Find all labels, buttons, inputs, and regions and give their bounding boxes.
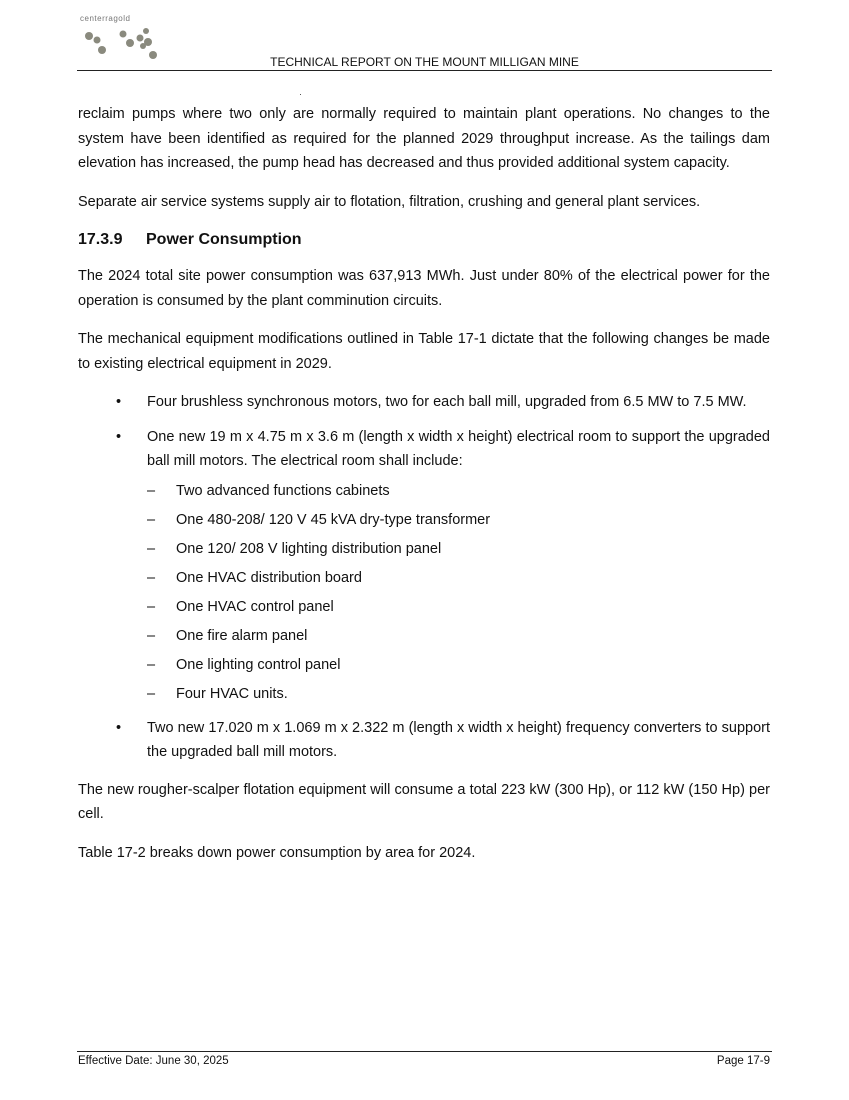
list-item — [78, 390, 770, 415]
bullet-marker: • — [116, 394, 122, 410]
page-content — [78, 102, 770, 879]
sub-list-item — [147, 566, 770, 590]
section-number: 17.3.9 — [78, 231, 123, 248]
bullet-marker: • — [116, 719, 122, 736]
sub-item-text: One HVAC distribution board — [176, 569, 362, 586]
bullet-list — [78, 390, 770, 765]
section-heading — [78, 228, 770, 252]
sub-item-text: One fire alarm panel — [176, 627, 308, 644]
paragraph-power-consumption: The 2024 total site power consumption was 637,913 MWh. Just under 80% of the electrical power for the operation is consumed by the plant comminution circuits. — [78, 268, 770, 309]
sub-list-item — [147, 479, 770, 503]
sub-item-text: Four HVAC units. — [176, 685, 288, 702]
sub-list-item — [147, 537, 770, 561]
sub-item-text: One 480-208/ 120 V 45 kVA dry-type transformer — [176, 511, 491, 528]
dash-marker: – — [147, 569, 156, 586]
paragraph-table-reference: Table 17-2 breaks down power consumption by area for 2024. — [78, 844, 476, 861]
paragraph-equipment-modifications: The mechanical equipment modifications outlined in Table 17-1 dictate that the following changes be made to existing electrical equipment in 2029. — [78, 331, 770, 372]
effective-date: Effective Date: June 30, 2025 — [78, 1055, 229, 1067]
sub-item-text: One 120/ 208 V lighting distribution panel — [176, 540, 442, 557]
footer-rule — [77, 1051, 772, 1052]
sub-item-text: One lighting control panel — [176, 656, 341, 673]
paragraph-air-service: Separate air service systems supply air to flotation, filtration, crushing and general plant services. — [78, 193, 701, 210]
dash-marker: – — [147, 540, 156, 557]
dash-marker: – — [147, 482, 156, 499]
list-item — [78, 425, 770, 706]
bullet-text: Two new 17.020 m x 1.069 m x 2.322 m (length x width x height) frequency converters to support the upgraded ball mill motors. — [147, 719, 770, 760]
sub-list-item — [147, 595, 770, 619]
paragraph-flotation-equipment: The new rougher-scalper flotation equipment will consume a total 223 kW (300 Hp), or 112 kW (150 Hp) per cell. — [78, 781, 770, 822]
section-title: Power Consumption — [146, 231, 302, 248]
dash-marker: – — [147, 627, 156, 644]
report-title: TECHNICAL REPORT ON THE MOUNT MILLIGAN MINE — [270, 55, 579, 69]
sub-list-item — [147, 653, 770, 677]
sub-item-text: One HVAC control panel — [176, 598, 334, 615]
stray-dot — [300, 94, 301, 95]
sub-list-item — [147, 624, 770, 648]
paragraph-reclaim-pumps: reclaim pumps where two only are normally required to maintain plant operations. No changes to the system have been identified as required for the planned 2029 throughput increase. As the tailings dam elevation has increased, the pump head has decreased and thus provided additional system capacity. — [78, 106, 770, 171]
dash-marker: – — [147, 656, 156, 673]
dash-marker: – — [147, 598, 156, 615]
dash-marker: – — [147, 685, 156, 702]
sub-item-text: Two advanced functions cabinets — [176, 482, 390, 499]
sub-list-item — [147, 682, 770, 706]
bullet-text: Four brushless synchronous motors, two for each ball mill, upgraded from 6.5 MW to 7.5 MW. — [147, 394, 747, 410]
logo-text: centerragold — [80, 14, 131, 23]
bullet-marker: • — [116, 428, 122, 445]
bullet-text: One new 19 m x 4.75 m x 3.6 m (length x width x height) electrical room to support the upgraded ball mill motors. The electrical room shall include: — [147, 428, 770, 469]
dash-marker: – — [147, 511, 156, 528]
header-rule — [77, 70, 772, 71]
page-number: Page 17-9 — [716, 1055, 770, 1067]
sub-list — [147, 479, 770, 706]
list-item — [78, 716, 770, 765]
sub-list-item — [147, 508, 770, 532]
